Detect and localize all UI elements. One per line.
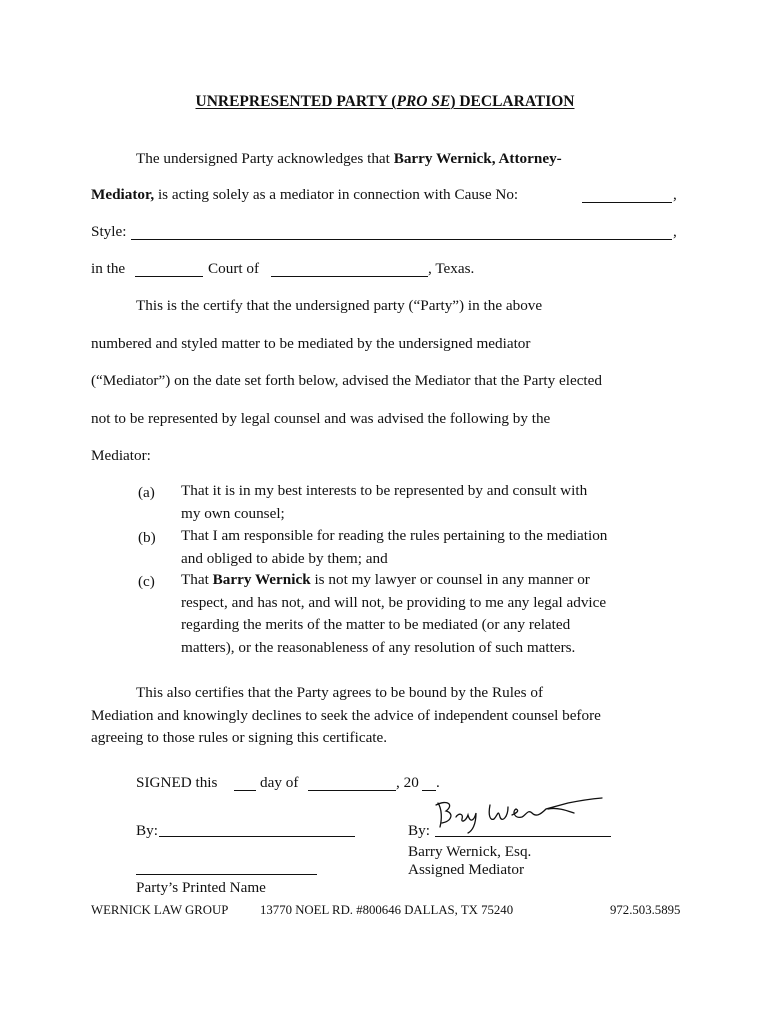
footer-phone: 972.503.5895 — [610, 903, 681, 917]
court-number-blank[interactable] — [135, 276, 203, 277]
certify-line: Mediator: — [91, 447, 151, 464]
by-right-label: By: — [408, 822, 430, 839]
day-of-label: day of — [260, 774, 299, 791]
certify-line: numbered and styled matter to be mediated by the undersigned mediator — [91, 335, 531, 352]
year-blank[interactable] — [422, 790, 436, 791]
item-text: That I am responsible for reading the rules pertaining to the mediation and obliged to abide by them; and — [181, 527, 608, 567]
document-title: UNREPRESENTED PARTY (PRO SE) DECLARATION — [195, 93, 575, 110]
mediator-name: Barry Wernick, Esq. — [408, 843, 532, 860]
certify-line: (“Mediator”) on the date set forth below, advised the Mediator that the Party elected — [91, 372, 602, 389]
agreement-line: Mediation and knowingly declines to seek the advice of independent counsel before — [91, 707, 601, 724]
certify-line: This is the certify that the undersigned party (“Party”) in the above — [136, 297, 543, 314]
comma: , — [673, 223, 677, 240]
county-blank[interactable] — [271, 276, 428, 277]
acknowledgement-line-2: Mediator, is acting solely as a mediator in connection with Cause No: — [91, 186, 519, 203]
party-signature-line[interactable] — [159, 836, 355, 837]
footer-firm: WERNICK LAW GROUP — [91, 903, 229, 917]
year-prefix: , 20 — [396, 774, 419, 791]
mediator-title: Assigned Mediator — [408, 861, 524, 878]
day-blank[interactable] — [234, 790, 256, 791]
style-label: Style: — [91, 223, 127, 240]
printed-name-label: Party’s Printed Name — [136, 879, 266, 896]
item-label: (c) — [138, 573, 155, 590]
item-label: (a) — [138, 484, 155, 501]
style-blank[interactable] — [131, 239, 672, 240]
cause-number-blank[interactable] — [582, 202, 672, 203]
footer-address: 13770 NOEL RD. #800646 DALLAS, TX 75240 — [260, 903, 514, 917]
agreement-line: This also certifies that the Party agrees to be bound by the Rules of — [136, 684, 544, 701]
mediator-handwritten-signature — [428, 795, 608, 835]
signed-this-label: SIGNED this — [136, 774, 218, 791]
comma: , — [673, 186, 677, 203]
item-text: That it is in my best interests to be represented by and consult with my own counsel; — [181, 482, 588, 522]
certify-line: not to be represented by legal counsel and was advised the following by the — [91, 410, 551, 427]
by-left-label: By: — [136, 822, 158, 839]
court-of-label: Court of — [208, 260, 260, 277]
texas-label: , Texas. — [428, 260, 475, 277]
in-the-label: in the — [91, 260, 126, 277]
item-label: (b) — [138, 529, 156, 546]
printed-name-line[interactable] — [136, 874, 317, 875]
mediator-signature-line — [435, 836, 611, 837]
item-text: That Barry Wernick is not my lawyer or counsel in any manner or respect, and has not, and will not, be providing to me any legal advice regarding the merits of the matter to be mediated (or any related matters), or the reasonableness of any resolution of such matters. — [181, 571, 607, 656]
month-blank[interactable] — [308, 790, 396, 791]
period: . — [436, 774, 440, 791]
acknowledgement-line-1: The undersigned Party acknowledges that Barry Wernick, Attorney- — [136, 150, 562, 167]
agreement-line: agreeing to those rules or signing this certificate. — [91, 729, 388, 746]
